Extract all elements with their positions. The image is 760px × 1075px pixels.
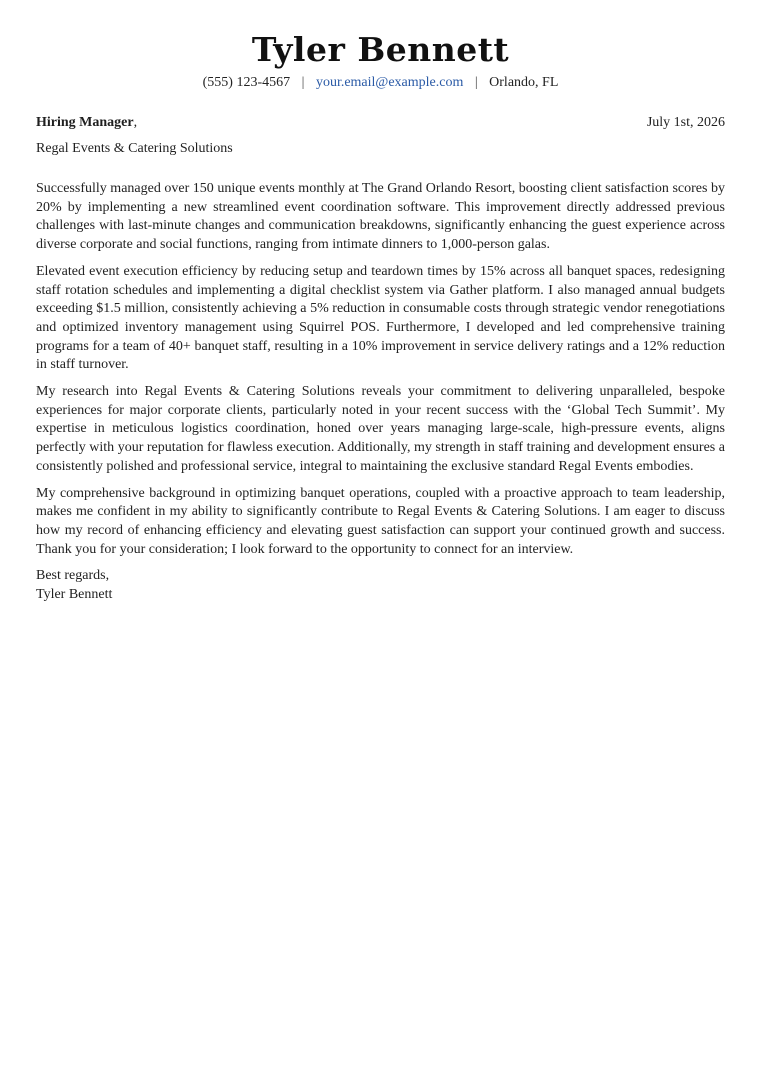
body-paragraph: My comprehensive background in optimizing banquet operations, coupled with a proactive approach to team leadership, makes me confident in my ability to significantly contribute to Regal Events & Catering Solutions. I am eager to discuss how my record of enhancing efficiency and elevating guest satisfaction can support your continued growth and success. Thank you for your consideration; I look forward to the opportunity to connect for an interview.: [36, 485, 725, 557]
letter-page: [36, 0, 725, 605]
email-link[interactable]: your.email@example.com: [315, 75, 464, 90]
applicant-name: Tyler Bennett: [251, 30, 510, 69]
body-paragraph: Elevated event execution efficiency by reducing setup and teardown times by 15% across all banquet spaces, redesigning staff rotation schedules and implementing a digital checklist system via Gather platform. I also managed annual budgets exceeding $1.5 million, consistently achieving a 5% reduction in consumable costs through strategic vendor renegotiations and optimized inventory management using Squirrel POS. Furthermore, I developed and led comprehensive training programs for a team of 40+ banquet staff, resulting in a 10% improvement in service delivery ratings and a 12% reduction in staff turnover.: [36, 263, 725, 373]
letter-body: [36, 180, 725, 559]
recipient: [36, 114, 137, 132]
contact-line: [36, 74, 725, 92]
signature-name: Tyler Bennett: [36, 587, 113, 603]
contact-separator: |: [301, 75, 305, 90]
location: Orlando, FL: [489, 75, 559, 90]
recipient-date-row: [36, 114, 725, 132]
company-name: Regal Events & Catering Solutions: [36, 141, 233, 156]
closing-block: [36, 567, 725, 604]
phone-number: (555) 123-4567: [202, 75, 291, 90]
contact-separator: |: [474, 75, 478, 90]
recipient-suffix: ,: [133, 115, 138, 130]
letter-date: July 1st, 2026: [646, 115, 725, 130]
body-paragraph: Successfully managed over 150 unique events monthly at The Grand Orlando Resort, boosting client satisfaction scores by 20% by implementing a new streamlined event coordination software. This improvement directly addressed previous challenges with last-minute changes and communication breakdowns, significantly enhancing the guest experience across diverse corporate and social functions, ranging from intimate dinners to 1,000-person galas.: [36, 181, 725, 253]
closing-salutation: Best regards,: [36, 568, 110, 584]
body-paragraph: My research into Regal Events & Catering Solutions reveals your commitment to delivering unparalleled, bespoke experiences for major corporate clients, particularly noted in your recent success with the ‘Global Tech Summit’. My expertise in meticulous logistics coordination, honed over years managing large-scale, high-pressure events, aligns perfectly with your reputation for flawless execution. Additionally, my strength in staff training and development ensures a consistently polished and professional service, integral to maintaining the exclusive standard Regal Events embodies.: [36, 384, 725, 474]
recipient-name: Hiring Manager: [36, 115, 134, 130]
